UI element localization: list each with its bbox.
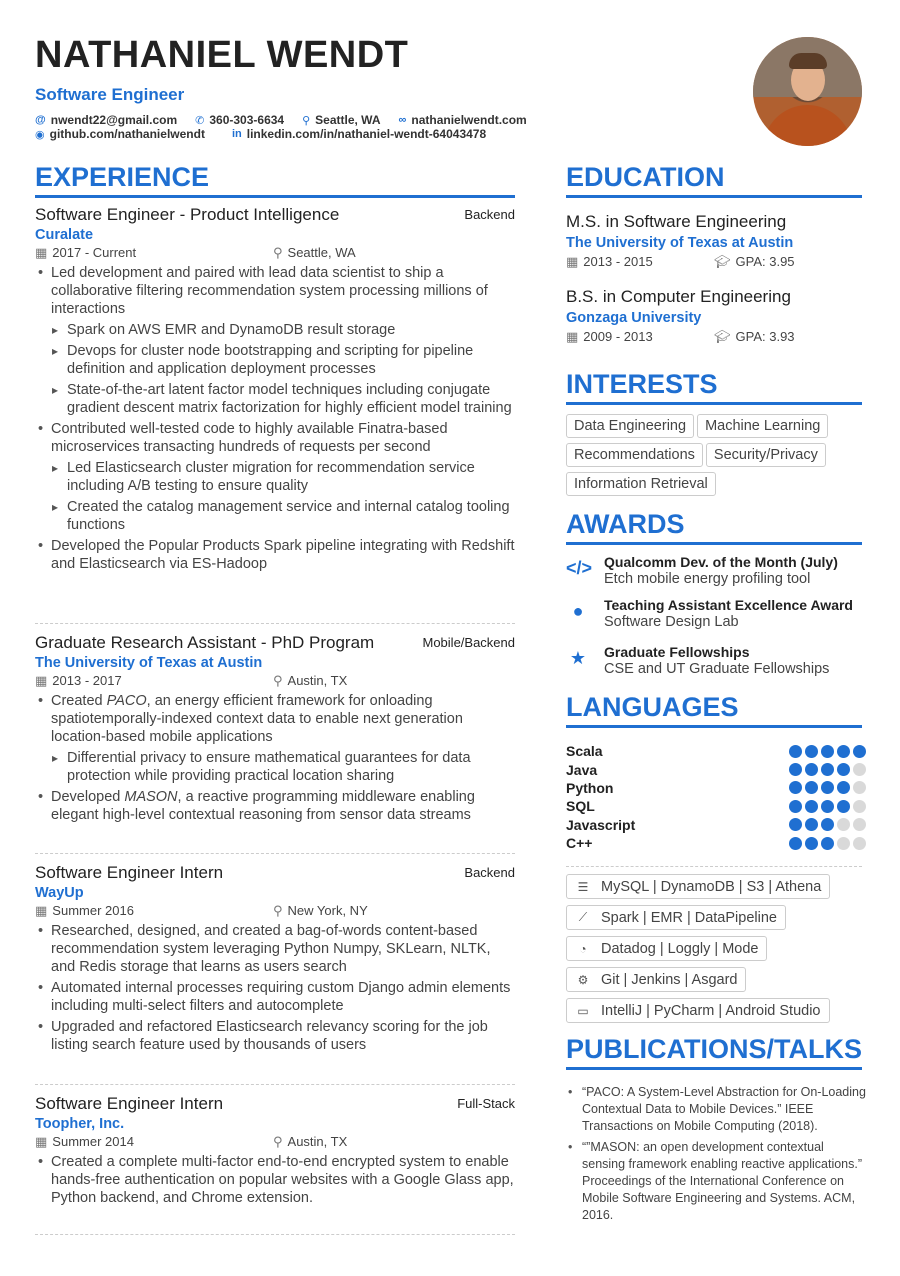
- language-rating: [786, 837, 866, 850]
- list-item: • Automated internal processes requiring custom Django admin elements including multi-select filters and autocomplete: [35, 979, 515, 1015]
- rating-dot: [805, 763, 818, 776]
- award-item: ● Teaching Assistant Excellence Award Software Design Lab: [566, 597, 866, 630]
- location-icon: ⚲: [273, 903, 283, 918]
- languages-heading: LANGUAGES: [566, 692, 862, 728]
- rating-dot: [837, 818, 850, 831]
- contact-row-1: [35, 113, 545, 127]
- database-icon: ☰: [577, 879, 589, 894]
- job-wayup: [35, 863, 515, 1057]
- job-tag: Backend: [464, 207, 515, 222]
- rating-dot: [837, 781, 850, 794]
- rating-dot: [853, 763, 866, 776]
- job-title: Software Engineer - Product Intelligence: [35, 205, 340, 224]
- languages-list: [566, 742, 866, 852]
- rating-dot: [821, 800, 834, 813]
- rating-dot: [853, 800, 866, 813]
- award-item: </> Qualcomm Dev. of the Month (July) Etch mobile energy profiling tool: [566, 554, 838, 587]
- degree: B.S. in Computer Engineering: [566, 287, 791, 306]
- job-tag: Full-Stack: [457, 1096, 515, 1111]
- rating-dot: [853, 837, 866, 850]
- list-item: ▸ Created the catalog management service and internal catalog tooling functions: [51, 498, 515, 534]
- divider: [35, 623, 515, 624]
- chart-icon: ⟋: [578, 910, 588, 924]
- location-icon: ⚲: [273, 245, 283, 260]
- rating-dot: [853, 818, 866, 831]
- calendar-icon: ▦: [35, 673, 48, 688]
- candidate-role: Software Engineer: [35, 85, 185, 104]
- awards-heading: AWARDS: [566, 509, 862, 545]
- job-tag: Backend: [464, 865, 515, 880]
- tool-tag: ⟋ Spark | EMR | DataPipeline: [566, 905, 786, 930]
- school[interactable]: Gonzaga University: [566, 310, 702, 326]
- rating-dot: [789, 818, 802, 831]
- rating-dot: [837, 763, 850, 776]
- interest-tag: Information Retrieval: [566, 472, 716, 496]
- contact-row-2: [35, 127, 504, 141]
- education-item: M.S. in Software Engineering The University of Texas at Austin ▦ 2013 - 2015 🎓︎ GPA: 3.95: [566, 212, 866, 270]
- job-toopher: [35, 1094, 515, 1210]
- list-item: • “”MASON: an open development contextual sensing framework enabling reactive applications.” Proceedings of the International Conference on Mobile Software Engineering and Systems. ACM, 2016.: [566, 1139, 866, 1223]
- list-item: • Developed MASON, a reactive programming middleware enabling elegant high-level contextual reasoning from sensor data streams: [35, 788, 515, 824]
- job-meta: ▦ Summer 2014 ⚲ Austin, TX: [35, 1134, 348, 1149]
- monitor-icon: ▭: [577, 1003, 589, 1018]
- linkedin-icon: in: [231, 128, 242, 140]
- contact-location: ⚲ Seattle, WA: [302, 113, 381, 127]
- job-curalate: [35, 205, 515, 576]
- language-name: C++: [566, 835, 593, 852]
- job-tag: Mobile/Backend: [422, 635, 515, 650]
- rating-dot: [837, 745, 850, 758]
- calendar-icon: ▦: [35, 245, 48, 260]
- job-company[interactable]: WayUp: [35, 885, 84, 901]
- job-title: Software Engineer Intern: [35, 1094, 224, 1113]
- interest-tag: Security/Privacy: [706, 443, 826, 467]
- job-meta: ▦ Summer 2016 ⚲ New York, NY: [35, 903, 368, 918]
- calendar-icon: ▦: [35, 903, 48, 918]
- code-icon: </>: [566, 558, 593, 578]
- rating-dot: [805, 818, 818, 831]
- language-rating: [786, 763, 866, 776]
- star-icon: ★: [569, 648, 587, 668]
- job-ut-austin: [35, 633, 515, 827]
- language-name: SQL: [566, 798, 595, 815]
- dashboard-icon: ◔: [579, 941, 587, 956]
- education-item: B.S. in Computer Engineering Gonzaga University ▦ 2009 - 2013 🎓︎ GPA: 3.93: [566, 287, 866, 345]
- job-meta: ▦ 2013 - 2017 ⚲ Austin, TX: [35, 673, 348, 688]
- contact-github[interactable]: ◉ github.com/nathanielwendt: [35, 127, 205, 141]
- language-name: Java: [566, 761, 598, 778]
- rating-dot: [805, 800, 818, 813]
- calendar-icon: ▦: [35, 1134, 48, 1149]
- graduation-cap-icon: 🎓︎: [714, 254, 731, 269]
- language-rating: [786, 781, 866, 794]
- rating-dot: [789, 745, 802, 758]
- job-title: Graduate Research Assistant - PhD Program: [35, 633, 375, 652]
- contact-email[interactable]: @ nwendt22@gmail.com: [35, 113, 178, 127]
- rating-dot: [853, 781, 866, 794]
- language-name: Python: [566, 779, 614, 796]
- tool-tag: ⚙ Git | Jenkins | Asgard: [566, 967, 746, 992]
- rating-dot: [837, 837, 850, 850]
- publications-heading: PUBLICATIONS/TALKS: [566, 1034, 862, 1070]
- job-meta: ▦ 2017 - Current ⚲ Seattle, WA: [35, 245, 356, 260]
- divider: [566, 866, 862, 867]
- language-name: Javascript: [566, 816, 636, 833]
- tool-tag: ◔ Datadog | Loggly | Mode: [566, 936, 767, 961]
- rating-dot: [789, 781, 802, 794]
- gears-icon: ⚙: [577, 972, 589, 987]
- education-heading: EDUCATION: [566, 162, 862, 198]
- divider: [35, 1084, 515, 1085]
- language-row: [566, 816, 866, 834]
- interest-tag: Recommendations: [566, 443, 703, 467]
- rating-dot: [805, 781, 818, 794]
- list-item: • Led development and paired with lead data scientist to ship a collaborative filtering recommendation system processing millions of interactions ▸ Spark on AWS EMR and DynamoDB result storage ▸ Devops for cluster node bootstrapping and scripting for pipeline definition and application deployment processes ▸ State-of-the-art latent factor model techniques including conjugate gradient descent matrix factorization for highly efficient model training: [35, 264, 515, 417]
- language-rating: [786, 745, 866, 758]
- location-icon: ⚲: [273, 1134, 283, 1149]
- phone-icon: ✆: [195, 114, 205, 127]
- language-rating: [786, 818, 866, 831]
- interests-heading: INTERESTS: [566, 369, 862, 405]
- graduation-cap-icon: 🎓︎: [714, 329, 731, 344]
- rating-dot: [821, 837, 834, 850]
- job-company[interactable]: Toopher, Inc.: [35, 1116, 125, 1132]
- list-item: • “PACO: A System-Level Abstraction for On-Loading Contextual Data to Mobile Devices.” IEEE Transactions on Mobile Computing (2018).: [566, 1084, 866, 1134]
- tool-tag: ☰ MySQL | DynamoDB | S3 | Athena: [566, 874, 830, 899]
- list-item: • Contributed well-tested code to highly available Finatra-based microservices transacting hundreds of requests per second ▸ Led Elasticsearch cluster migration for recommendation service including A/B testing to ensure quality ▸ Created the catalog management service and internal catalog tooling functions: [35, 420, 515, 534]
- calendar-icon: ▦: [566, 254, 579, 269]
- rating-dot: [789, 837, 802, 850]
- list-item: • Created a complete multi-factor end-to-end encrypted system to enable hands-free authentication on popular websites with a Google Glass app, Python backend, and Chrome extension.: [35, 1153, 515, 1207]
- rating-dot: [805, 837, 818, 850]
- contact-website[interactable]: ∞ nathanielwendt.com: [398, 113, 527, 127]
- rating-dot: [853, 745, 866, 758]
- language-rating: [786, 800, 866, 813]
- interest-tag: Data Engineering: [566, 414, 694, 438]
- location-icon: ⚲: [273, 673, 283, 688]
- rating-dot: [821, 781, 834, 794]
- language-row: [566, 834, 866, 852]
- rating-dot: [821, 763, 834, 776]
- school[interactable]: The University of Texas at Austin: [566, 235, 794, 251]
- interests-tags: [566, 414, 866, 501]
- degree: M.S. in Software Engineering: [566, 212, 787, 231]
- language-row: [566, 779, 866, 797]
- rating-dot: [789, 800, 802, 813]
- award-item: ★ Graduate Fellowships CSE and UT Graduate Fellowships: [566, 644, 866, 677]
- list-item: • Upgraded and refactored Elasticsearch relevancy scoring for the job listing search feature used by thousands of users: [35, 1018, 515, 1054]
- job-company[interactable]: Curalate: [35, 227, 94, 243]
- language-row: [566, 797, 866, 815]
- list-item: • Researched, designed, and created a bag-of-words content-based recommendation system leveraging Python Numpy, SKLearn, NLTK, and Redis storage that learns as users search: [35, 922, 515, 976]
- list-item: ▸ Devops for cluster node bootstrapping and scripting for pipeline definition and application deployment processes: [51, 342, 515, 378]
- candidate-name: NATHANIEL WENDT: [35, 34, 409, 76]
- apple-icon: ●: [572, 601, 584, 621]
- list-item: ▸ Led Elasticsearch cluster migration for recommendation service including A/B testing to ensure quality: [51, 459, 515, 495]
- job-title: Software Engineer Intern: [35, 863, 224, 882]
- job-company[interactable]: The University of Texas at Austin: [35, 655, 263, 671]
- divider: [35, 1234, 515, 1235]
- tools-list: [566, 874, 866, 1029]
- rating-dot: [837, 800, 850, 813]
- rating-dot: [821, 745, 834, 758]
- language-row: [566, 760, 866, 778]
- calendar-icon: ▦: [566, 329, 579, 344]
- interest-tag: Machine Learning: [697, 414, 828, 438]
- location-icon: ⚲: [302, 114, 311, 127]
- contact-phone[interactable]: ✆ 360-303-6634: [195, 113, 285, 127]
- divider: [35, 853, 515, 854]
- list-item: ▸ Differential privacy to ensure mathematical guarantees for data protection while providing practical location sharing: [51, 749, 515, 785]
- contact-linkedin[interactable]: in linkedin.com/in/nathaniel-wendt-64043478: [231, 127, 487, 141]
- list-item: • Developed the Popular Products Spark pipeline integrating with Redshift and Elasticsearch via ES-Hadoop: [35, 537, 515, 573]
- language-row: [566, 742, 866, 760]
- list-item: • Created PACO, an energy efficient framework for onloading spatiotemporally-indexed context data to enable next generation location-based mobile applications ▸ Differential privacy to ensure mathematical guarantees for data protection while providing practical location sharing: [35, 692, 515, 785]
- tool-tag: ▭ IntelliJ | PyCharm | Android Studio: [566, 998, 830, 1023]
- publications-list: [566, 1084, 866, 1228]
- experience-heading: EXPERIENCE: [35, 162, 515, 198]
- list-item: ▸ State-of-the-art latent factor model techniques including conjugate gradient descent matrix factorization for highly efficient model training: [51, 381, 515, 417]
- at-icon: @: [35, 114, 46, 126]
- link-icon: ∞: [398, 114, 407, 126]
- rating-dot: [805, 745, 818, 758]
- profile-photo: [753, 37, 862, 146]
- rating-dot: [821, 818, 834, 831]
- language-name: Scala: [566, 743, 603, 760]
- rating-dot: [789, 763, 802, 776]
- list-item: ▸ Spark on AWS EMR and DynamoDB result storage: [51, 321, 515, 339]
- github-icon: ◉: [35, 128, 45, 141]
